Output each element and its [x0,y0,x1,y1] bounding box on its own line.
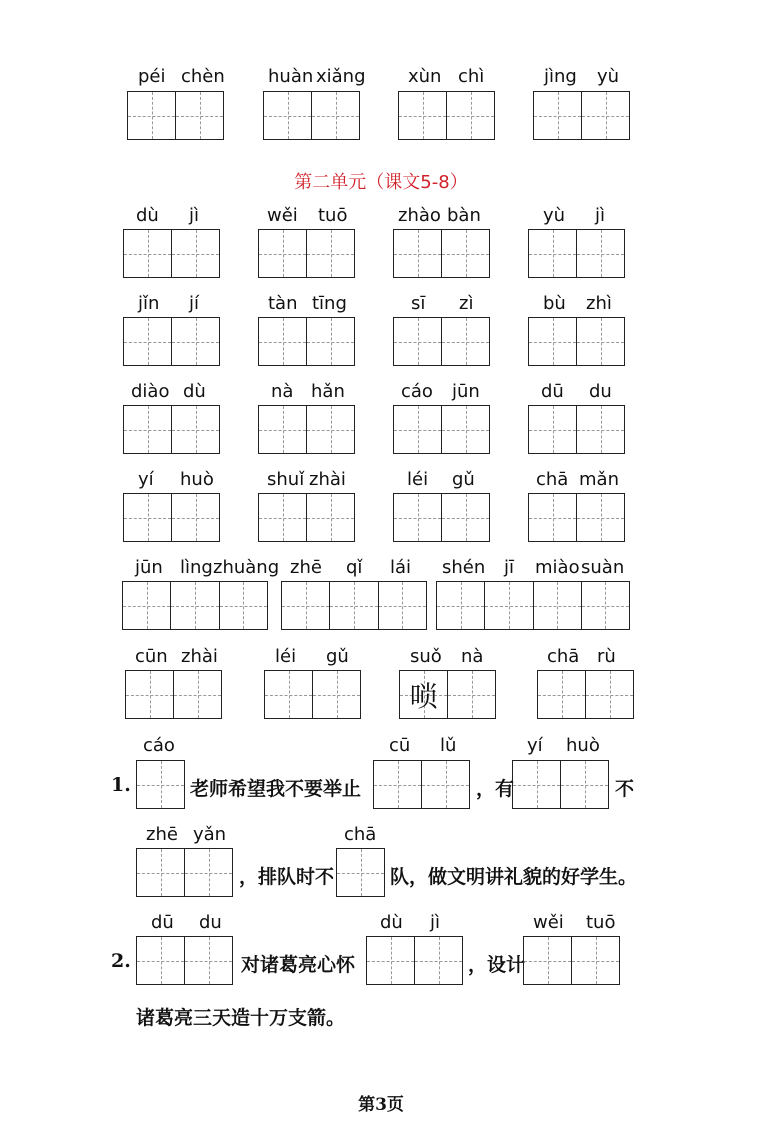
pinyin: zhuàng [213,557,280,578]
pinyin: wěi [267,205,298,226]
pinyin: péi [138,66,166,87]
tianzige-box[interactable] [281,581,427,630]
pinyin: xùn [408,66,442,87]
pinyin: huò [566,735,600,756]
pinyin: cū [389,735,411,756]
pinyin: nà [461,646,484,667]
pinyin: chèn [181,66,225,87]
pinyin: chā [547,646,580,667]
pinyin: yǎn [193,824,227,845]
pinyin: yù [543,205,566,226]
tianzige-box[interactable] [123,405,220,454]
pinyin: bù [543,293,566,314]
pinyin: nà [271,381,294,402]
tianzige-box[interactable] [123,493,220,542]
tianzige-box[interactable] [393,229,490,278]
pinyin: gǔ [452,469,475,490]
pinyin: diào [131,381,170,402]
pinyin: suàn [581,557,625,578]
tianzige-box[interactable] [136,848,233,897]
pinyin: rù [597,646,616,667]
sentence-text: 老师希望我不要举止 [190,778,362,800]
sentence-text: 对诸葛亮心怀 [241,954,356,976]
tianzige-box[interactable] [528,229,625,278]
tianzige-box[interactable] [258,405,355,454]
tianzige-box[interactable] [136,760,185,809]
pinyin: sī [411,293,426,314]
pinyin: zhē [290,557,322,578]
pinyin: mǎn [579,469,619,490]
pinyin: chā [344,824,377,845]
tianzige-box[interactable] [336,848,385,897]
tianzige-box[interactable] [123,317,220,366]
given-character: 唢 [409,679,438,713]
tianzige-box[interactable] [533,91,630,140]
pinyin: dù [183,381,206,402]
page-number: 第3页 [358,1095,404,1115]
pinyin: yí [527,735,543,756]
tianzige-box[interactable] [393,405,490,454]
pinyin: jǐn [138,293,160,314]
pinyin: huàn [268,66,314,87]
pinyin: miào [535,557,580,578]
pinyin: dù [136,205,159,226]
tianzige-box[interactable] [512,760,609,809]
tianzige-box[interactable] [399,670,496,719]
pinyin: léi [275,646,297,667]
pinyin: chì [458,66,485,87]
question-number: 1. [111,774,131,796]
tianzige-box[interactable] [125,670,222,719]
pinyin: gǔ [326,646,349,667]
tianzige-box[interactable] [528,405,625,454]
pinyin: dū [151,912,174,933]
pinyin: zhào [398,205,441,226]
pinyin: jì [595,205,606,226]
pinyin: jūn [452,381,480,402]
tianzige-box[interactable] [436,581,630,630]
tianzige-box[interactable] [393,493,490,542]
pinyin: du [589,381,612,402]
sentence-text: ，排队时不 [239,866,335,888]
sentence-text: ，有 [476,778,515,800]
tianzige-box[interactable] [366,936,463,985]
pinyin: lái [390,557,412,578]
pinyin: tīng [312,293,347,314]
tianzige-box[interactable] [122,581,268,630]
tianzige-box[interactable] [373,760,470,809]
pinyin: jī [504,557,515,578]
tianzige-box[interactable] [398,91,495,140]
pinyin: jì [430,912,441,933]
pinyin: zhài [309,469,346,490]
tianzige-box[interactable] [523,936,620,985]
pinyin: léi [407,469,429,490]
pinyin: bàn [447,205,481,226]
pinyin: jì [189,205,200,226]
pinyin: shuǐ [267,469,305,490]
pinyin: jí [189,293,200,314]
unit-title: 第二单元（课文5-8） [294,172,468,193]
tianzige-box[interactable] [136,936,233,985]
sentence-text: 诸葛亮三天造十万支箭。 [136,1007,346,1029]
pinyin: tuō [318,205,348,226]
pinyin: jìng [544,66,577,87]
question-number: 2. [111,950,131,972]
sentence-text: 队，做文明讲礼貌的好学生。 [390,866,638,888]
pinyin: hǎn [311,381,345,402]
sentence-text: ，设计 [468,954,526,976]
tianzige-box[interactable] [264,670,361,719]
tianzige-box[interactable] [127,91,224,140]
pinyin: tuō [586,912,616,933]
pinyin: wěi [533,912,564,933]
pinyin: zhì [586,293,612,314]
pinyin: qǐ [346,557,363,578]
tianzige-box[interactable] [258,317,355,366]
pinyin: yí [138,469,154,490]
tianzige-box[interactable] [537,670,634,719]
pinyin: tàn [268,293,298,314]
sentence-text: 不 [615,778,635,800]
tianzige-box[interactable] [528,317,625,366]
pinyin: suǒ [410,646,442,667]
pinyin: lǔ [440,735,457,756]
pinyin: dù [380,912,403,933]
tianzige-box[interactable] [393,317,490,366]
pinyin: zhài [181,646,218,667]
pinyin: dū [541,381,564,402]
pinyin: cáo [143,735,175,756]
pinyin: shén [442,557,486,578]
tianzige-box[interactable] [123,229,220,278]
pinyin: xiǎng [316,66,366,87]
pinyin: lìng [180,557,213,578]
tianzige-box[interactable] [258,493,355,542]
pinyin: chā [536,469,569,490]
pinyin: cūn [135,646,168,667]
pinyin: huò [180,469,214,490]
pinyin: jūn [135,557,163,578]
pinyin: yù [597,66,620,87]
pinyin: cáo [401,381,433,402]
tianzige-box[interactable] [528,493,625,542]
tianzige-box[interactable] [258,229,355,278]
pinyin: du [199,912,222,933]
pinyin: zhē [146,824,178,845]
pinyin: zì [459,293,474,314]
tianzige-box[interactable] [263,91,360,140]
